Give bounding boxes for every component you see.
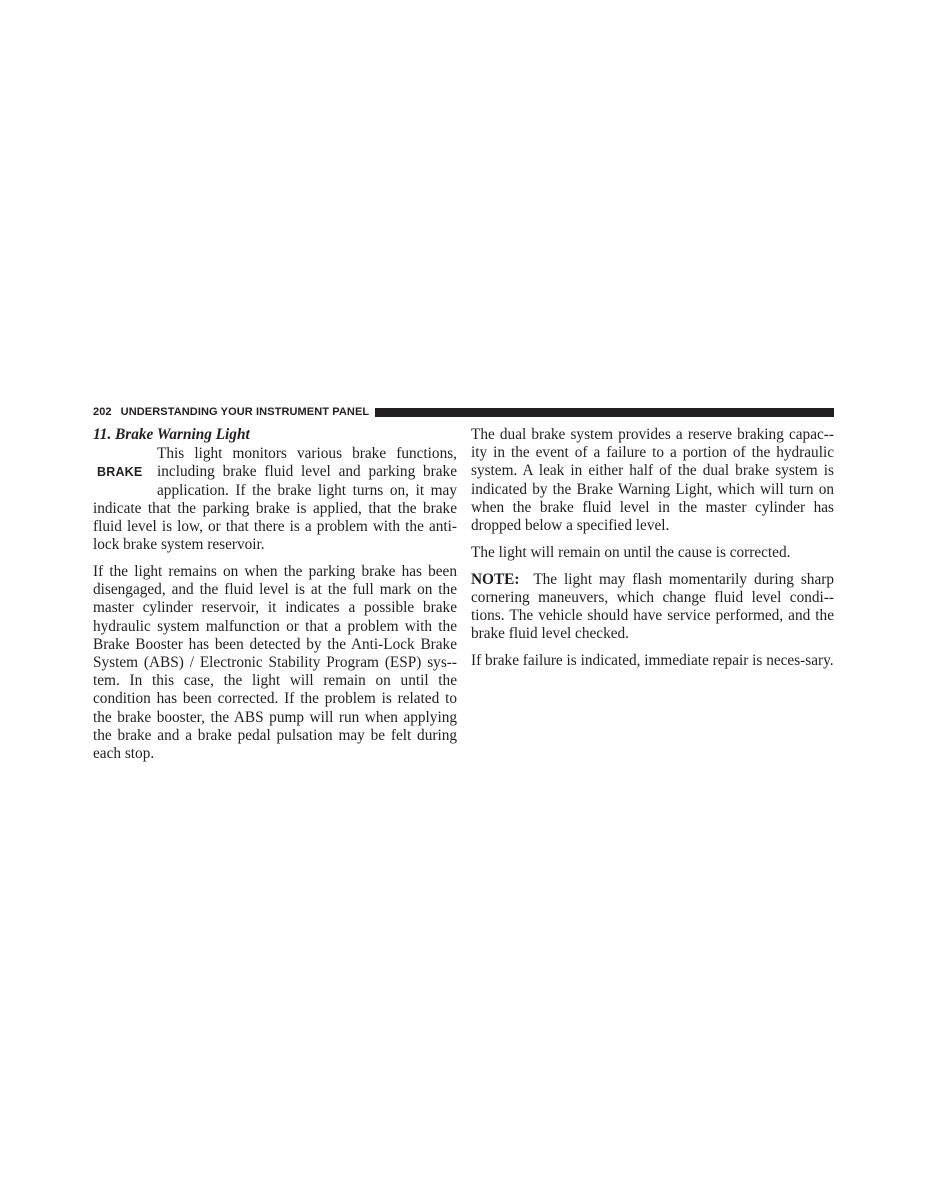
brake-light-paragraph [93,445,457,554]
header-rule-bar [375,408,834,417]
left-column [93,426,457,772]
section-title: 11. Brake Warning Light [93,426,250,443]
light-remain-paragraph: The light will remain on until the cause is corrected. [471,543,791,561]
brake-failure-paragraph: If brake failure is indicated, immediate repair is neces-sary. [471,652,834,670]
page-header [93,405,834,419]
note-text: The light may flash momentarily during sharp cornering maneuvers, which change fluid level condi-tions. The vehicle should have service performed, and the brake fluid level checked. [471,570,834,643]
dual-brake-paragraph: The dual brake system provides a reserve braking capac-ity in the event of a failure to a portion of the hydraulic system. A leak in either half of the dual brake system is indicated by the Brake Warning Light, which will turn on when the brake fluid level in the master cylinder has dropped below a specified level. [471,426,834,535]
page-number: 202 [93,406,112,418]
note-paragraph [471,571,834,644]
running-head: UNDERSTANDING YOUR INSTRUMENT PANEL [120,406,370,418]
brake-icon-text: BRAKE [97,465,143,480]
brake-warning-icon [93,445,149,499]
brake-light-description: This light monitors various brake functions, including brake fluid level and parking brake application. If the brake light turns on, it may indicate that the parking brake is applied, that the brake fluid level is low, or that there is a problem with the anti-lock brake system reservoir. [93,445,457,554]
light-remains-on-paragraph: If the light remains on when the parking brake has been disengaged, and the fluid level is at the full mark on the master cylinder reservoir, it indicates a possible brake hydraulic system malfunction or that a problem with the Brake Booster has been detected by the Anti-Lock Brake System (ABS) / Electronic Stability Program (ESP) sys-tem. In this case, the light will remain on until the condition has been corrected. If the problem is related to the brake booster, the ABS pump will run when applying the brake and a brake pedal pulsation may be felt during each stop. [93,563,457,763]
right-column [471,426,834,679]
note-label: NOTE: [471,570,520,588]
